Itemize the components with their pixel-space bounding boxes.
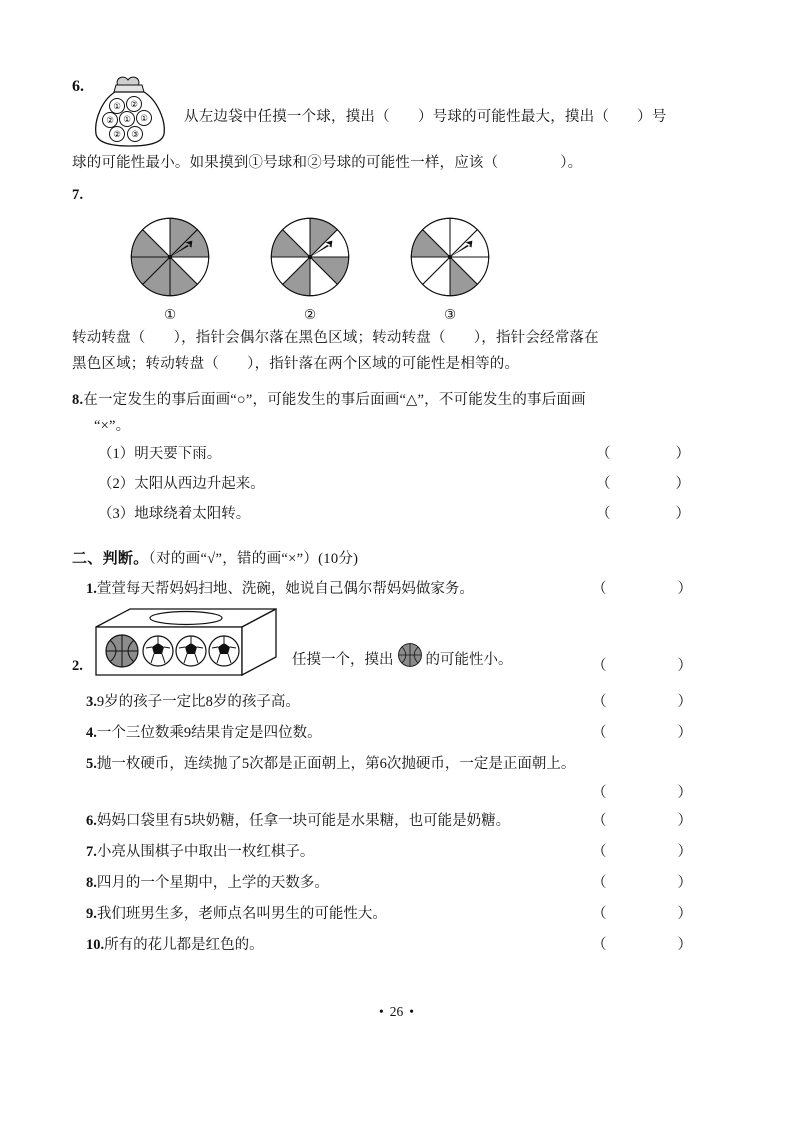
judge-item-5 — [86, 749, 722, 780]
judge-item-2-text — [292, 642, 513, 687]
question-8-item-2 — [98, 469, 722, 499]
judge-item-5-text: 抛一枚硬币，连续抛了5次都是正面朝上，第6次抛硬币，一定是正面朝上。 — [96, 756, 576, 772]
page-number: 26 — [389, 1004, 404, 1019]
soccer-ball-icon — [143, 636, 173, 666]
q8-item2-text: （2）太阳从西边升起来。 — [98, 476, 265, 492]
bag-of-balls-illustration — [84, 72, 180, 150]
q7-text-d: 黑色区域；转动转盘（ — [72, 356, 219, 372]
question-6-line2 — [72, 150, 722, 176]
answer-paren[interactable]: （ ） — [592, 694, 706, 710]
answer-paren[interactable]: （ ） — [596, 446, 702, 462]
spinner-1 — [100, 214, 240, 323]
question-8-stem — [72, 387, 722, 413]
judge-item-10-number: 10. — [86, 937, 105, 953]
judge-item-3-text: 9岁的孩子一定比8岁的孩子高。 — [96, 694, 300, 710]
answer-paren[interactable]: （ ） — [592, 581, 706, 597]
judge-item-1 — [86, 574, 722, 605]
spinner-2 — [240, 214, 380, 323]
question-8 — [72, 387, 722, 529]
q8-stem-text: 在一定发生的事后面画“○”，可能发生的事后面画“△”，不可能发生的事后面画 — [83, 392, 586, 408]
question-6-number: 6. — [72, 78, 84, 95]
section-2-label: 二、判断。 — [72, 551, 149, 567]
svg-text:①: ① — [113, 102, 121, 112]
question-7 — [72, 182, 722, 377]
judge-item-1-number: 1. — [86, 581, 97, 597]
svg-text:①: ① — [123, 115, 131, 125]
footer-right-dot: • — [409, 1004, 414, 1019]
answer-paren[interactable]: （ ） — [592, 875, 706, 891]
question-8-item-1 — [98, 439, 722, 469]
judge-item-9-text: 我们班男生多，老师点名叫男生的可能性大。 — [96, 906, 387, 922]
page-footer — [0, 1004, 793, 1020]
svg-text:①: ① — [140, 114, 148, 124]
judge-item-9 — [86, 899, 722, 930]
answer-paren[interactable]: （ ） — [592, 785, 706, 801]
question-7-number: 7. — [72, 187, 84, 203]
q8-item3-text: （3）地球绕着太阳转。 — [98, 506, 251, 522]
judge-item-6-text: 妈妈口袋里有5块奶糖，任拿一块可能是水果糖，也可能是奶糖。 — [96, 813, 511, 829]
spinner-3 — [380, 214, 520, 323]
spinner-2-label: ② — [303, 307, 317, 322]
judge-item-5-paren-row — [86, 780, 722, 806]
spinner-1-label: ① — [163, 307, 177, 322]
question-6-line1 — [184, 78, 667, 130]
q7-text-a: 转动转盘（ — [72, 330, 146, 346]
q8-stem-text2: “×”。 — [94, 418, 131, 434]
judge-item-10 — [86, 930, 722, 961]
question-8-number: 8. — [72, 392, 84, 408]
spinner-illustrations — [100, 214, 722, 323]
judge-item-4 — [86, 718, 722, 749]
q7-text-c: ），指针会经常落在 — [473, 330, 599, 346]
judge-item-9-number: 9. — [86, 906, 97, 922]
judge-item-2-text-before: 任摸一个，摸出 — [292, 651, 394, 668]
soccer-ball-icon — [176, 636, 206, 666]
ball-box-illustration — [86, 605, 286, 687]
q6-line2-text: 球的可能性最小。如果摸到①号球和②号球的可能性一样，应该（ — [72, 155, 499, 171]
judge-item-8-number: 8. — [86, 875, 97, 891]
basketball-icon — [106, 635, 138, 667]
q6-text-1: 从左边袋中任摸一个球，摸出（ — [184, 109, 390, 125]
answer-paren[interactable]: （ ） — [592, 725, 706, 741]
answer-paren[interactable]: （ ） — [592, 844, 706, 860]
judge-item-2-text-after: 的可能性小。 — [425, 651, 513, 668]
judge-item-2 — [72, 605, 722, 687]
judge-item-7-number: 7. — [86, 844, 97, 860]
question-6 — [72, 78, 722, 176]
answer-paren[interactable]: （ ） — [592, 658, 706, 674]
q7-text-b: ），指针会偶尔落在黑色区域；转动转盘（ — [173, 330, 446, 346]
section-2-heading — [72, 547, 722, 568]
judge-item-7-text: 小亮从围棋子中取出一枚红棋子。 — [96, 844, 315, 860]
judge-item-5-number: 5. — [86, 756, 97, 772]
answer-paren[interactable]: （ ） — [596, 476, 702, 492]
judge-item-6-number: 6. — [86, 813, 97, 829]
q6-text-3: ）号 — [637, 109, 667, 125]
answer-paren[interactable]: （ ） — [596, 506, 702, 522]
judge-item-4-number: 4. — [86, 725, 97, 741]
judge-item-8 — [86, 868, 722, 899]
judge-item-6 — [86, 806, 722, 837]
soccer-ball-icon — [209, 636, 239, 666]
question-8-item-3 — [98, 499, 722, 529]
footer-left-dot: • — [379, 1004, 384, 1019]
section-2-desc: （对的画“√”，错的画“×”）(10分) — [148, 551, 359, 567]
judge-item-3 — [86, 687, 722, 718]
svg-text:②: ② — [113, 130, 121, 140]
question-7-line1 — [72, 325, 722, 351]
judge-item-3-number: 3. — [86, 694, 97, 710]
q8-item1-text: （1）明天要下雨。 — [98, 446, 222, 462]
judge-item-7 — [86, 837, 722, 868]
answer-paren[interactable]: （ ） — [592, 906, 706, 922]
judge-item-8-text: 四月的一个星期中，上学的天数多。 — [96, 875, 329, 891]
q6-line2-end: ）。 — [560, 155, 583, 171]
question-8-stem-cont — [94, 413, 722, 439]
answer-paren[interactable]: （ ） — [592, 813, 706, 829]
q6-text-2: ）号球的可能性最大，摸出（ — [417, 109, 610, 125]
svg-text:②: ② — [106, 116, 114, 126]
judge-item-2-number: 2. — [72, 658, 83, 674]
q7-text-e: ），指针落在两个区域的可能性是相等的。 — [247, 356, 520, 372]
question-7-line2 — [72, 351, 722, 377]
judge-item-4-text: 一个三位数乘9结果肯定是四位数。 — [96, 725, 322, 741]
basketball-inline-icon — [397, 642, 423, 677]
svg-text:③: ③ — [131, 130, 139, 140]
svg-text:②: ② — [130, 100, 138, 110]
page-content — [72, 78, 722, 961]
judge-item-1-text: 萱萱每天帮妈妈扫地、洗碗，她说自己偶尔帮妈妈做家务。 — [96, 581, 474, 597]
spinner-3-label: ③ — [443, 307, 457, 322]
judge-item-10-text: 所有的花儿都是红色的。 — [104, 937, 264, 953]
answer-paren[interactable]: （ ） — [592, 937, 706, 953]
